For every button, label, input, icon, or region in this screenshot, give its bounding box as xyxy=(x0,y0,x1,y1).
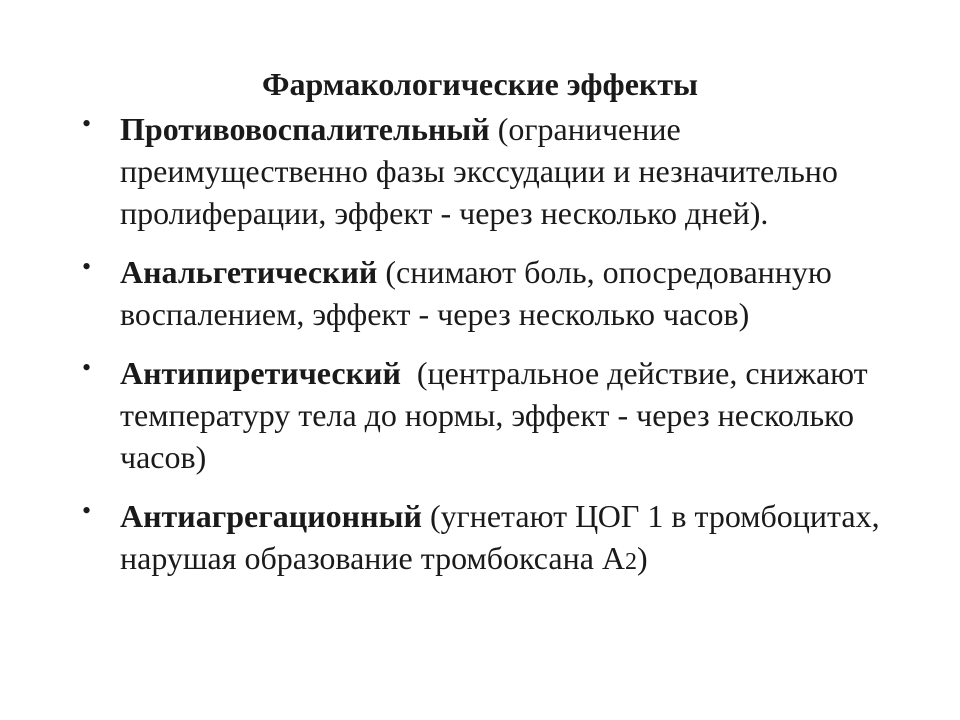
effect-description: (центральное действие, снижают температуру тела до нормы, эффект - через несколько часов) xyxy=(120,355,876,475)
list-item-antiaggregant xyxy=(0,495,880,583)
bullet-icon: • xyxy=(82,496,92,525)
bullet-icon: • xyxy=(82,252,92,281)
effect-description: (ограничение преимущественно фазы экссудации и незначительно пролиферации, эффект - через несколько дней). xyxy=(120,111,838,231)
slide-title: Фармакологические эффекты xyxy=(261,66,699,102)
effect-term: Антипиретический xyxy=(120,355,401,391)
subscript-number: 2 xyxy=(625,549,638,575)
effect-description: (угнетают ЦОГ 1 в тромбоцитах, нарушая образование тромбоксана А xyxy=(120,498,880,576)
effects-list xyxy=(0,108,960,600)
effect-description: (снимают боль, опосредованную воспалением, эффект - через несколько часов) xyxy=(120,254,832,332)
closing-paren: ) xyxy=(637,540,648,576)
effect-term: Анальгетический xyxy=(120,254,378,290)
effect-term: Противовоспалительный xyxy=(120,111,490,147)
effect-term: Антиагрегационный xyxy=(120,498,422,534)
list-item-antipyretic xyxy=(0,352,880,478)
list-item-anti-inflammatory xyxy=(0,108,880,234)
bullet-icon: • xyxy=(82,353,92,382)
bullet-icon: • xyxy=(82,109,92,138)
list-item-analgesic xyxy=(0,251,880,335)
